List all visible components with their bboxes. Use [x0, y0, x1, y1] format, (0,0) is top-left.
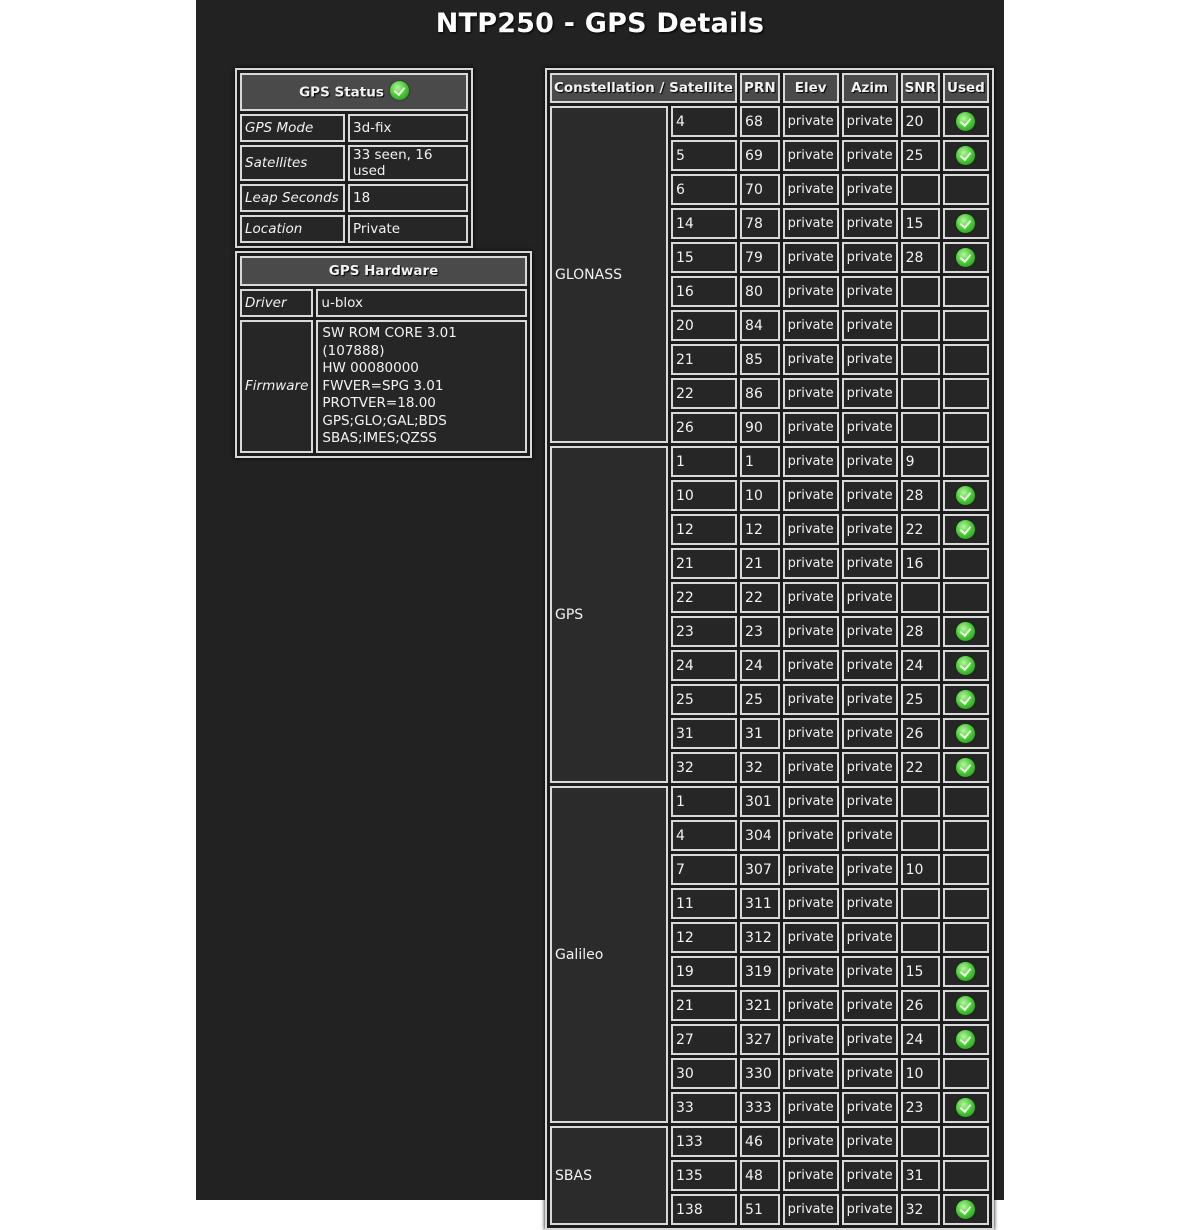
snr-cell: 10	[901, 1058, 940, 1089]
prn-cell: 312	[740, 922, 780, 953]
leap-seconds-value: 18	[348, 184, 468, 212]
used-cell	[943, 412, 989, 443]
snr-cell: 16	[901, 548, 940, 579]
column-header-elev: Elev	[783, 73, 839, 103]
azimuth-cell: private	[842, 378, 898, 409]
gps-hardware-header: GPS Hardware	[240, 256, 527, 286]
leap-seconds-row	[240, 184, 468, 212]
location-row	[240, 215, 468, 243]
satellite-id-cell: 12	[671, 922, 737, 953]
prn-cell: 25	[740, 684, 780, 715]
snr-cell	[901, 412, 940, 443]
snr-cell: 25	[901, 140, 940, 171]
green-check-icon	[956, 214, 975, 233]
used-cell	[943, 310, 989, 341]
prn-cell: 23	[740, 616, 780, 647]
location-value: Private	[348, 215, 468, 243]
green-check-icon	[956, 622, 975, 641]
prn-cell: 327	[740, 1024, 780, 1055]
used-cell	[943, 888, 989, 919]
used-cell	[943, 1160, 989, 1191]
azimuth-cell: private	[842, 514, 898, 545]
azimuth-cell: private	[842, 990, 898, 1021]
prn-cell: 84	[740, 310, 780, 341]
elevation-cell: private	[783, 106, 839, 137]
firmware-label: Firmware	[240, 320, 313, 453]
used-cell	[943, 718, 989, 749]
satellite-id-cell: 19	[671, 956, 737, 987]
elevation-cell: private	[783, 1160, 839, 1191]
azimuth-cell: private	[842, 820, 898, 851]
elevation-cell: private	[783, 990, 839, 1021]
satellite-id-cell: 21	[671, 344, 737, 375]
constellation-name: SBAS	[550, 1126, 668, 1225]
gps-mode-label: GPS Mode	[240, 114, 345, 142]
green-check-icon	[956, 690, 975, 709]
elevation-cell: private	[783, 1092, 839, 1123]
satellite-id-cell: 5	[671, 140, 737, 171]
snr-cell	[901, 888, 940, 919]
used-cell	[943, 174, 989, 205]
firmware-value	[316, 320, 527, 453]
used-cell	[943, 990, 989, 1021]
elevation-cell: private	[783, 786, 839, 817]
satellite-id-cell: 11	[671, 888, 737, 919]
prn-cell: 68	[740, 106, 780, 137]
azimuth-cell: private	[842, 412, 898, 443]
snr-cell	[901, 276, 940, 307]
azimuth-cell: private	[842, 1194, 898, 1225]
used-cell	[943, 548, 989, 579]
elevation-cell: private	[783, 140, 839, 171]
elevation-cell: private	[783, 412, 839, 443]
green-check-icon	[956, 112, 975, 131]
prn-cell: 319	[740, 956, 780, 987]
snr-cell: 24	[901, 650, 940, 681]
prn-cell: 78	[740, 208, 780, 239]
elevation-cell: private	[783, 310, 839, 341]
satellite-id-cell: 14	[671, 208, 737, 239]
satellite-table-body	[550, 106, 989, 1225]
prn-cell: 51	[740, 1194, 780, 1225]
azimuth-cell: private	[842, 310, 898, 341]
prn-cell: 32	[740, 752, 780, 783]
constellation-name: GLONASS	[550, 106, 668, 443]
azimuth-cell: private	[842, 548, 898, 579]
snr-cell: 24	[901, 1024, 940, 1055]
prn-cell: 307	[740, 854, 780, 885]
gps-hardware-table	[235, 251, 532, 458]
elevation-cell: private	[783, 956, 839, 987]
green-check-icon	[390, 81, 409, 100]
prn-cell: 48	[740, 1160, 780, 1191]
elevation-cell: private	[783, 174, 839, 205]
firmware-line: FWVER=SPG 3.01	[322, 377, 444, 394]
driver-value: u-blox	[316, 289, 527, 317]
satellite-id-cell: 7	[671, 854, 737, 885]
green-check-icon	[956, 724, 975, 743]
page-panel	[196, 0, 1004, 1218]
gps-status-header-row	[240, 73, 468, 111]
snr-cell: 20	[901, 106, 940, 137]
prn-cell: 10	[740, 480, 780, 511]
snr-cell: 22	[901, 514, 940, 545]
column-header-constellation: Constellation / Satellite	[550, 73, 737, 103]
used-cell	[943, 684, 989, 715]
satellite-id-cell: 12	[671, 514, 737, 545]
used-cell	[943, 922, 989, 953]
snr-cell: 23	[901, 1092, 940, 1123]
satellite-row	[550, 786, 989, 817]
used-cell	[943, 242, 989, 273]
satellite-id-cell: 31	[671, 718, 737, 749]
elevation-cell: private	[783, 752, 839, 783]
satellite-id-cell: 22	[671, 582, 737, 613]
azimuth-cell: private	[842, 582, 898, 613]
prn-cell: 22	[740, 582, 780, 613]
used-cell	[943, 378, 989, 409]
elevation-cell: private	[783, 684, 839, 715]
snr-cell: 32	[901, 1194, 940, 1225]
azimuth-cell: private	[842, 174, 898, 205]
elevation-cell: private	[783, 344, 839, 375]
elevation-cell: private	[783, 514, 839, 545]
elevation-cell: private	[783, 208, 839, 239]
satellite-id-cell: 135	[671, 1160, 737, 1191]
azimuth-cell: private	[842, 616, 898, 647]
green-check-icon	[956, 656, 975, 675]
column-header-used: Used	[943, 73, 989, 103]
satellite-id-cell: 20	[671, 310, 737, 341]
prn-cell: 80	[740, 276, 780, 307]
gps-status-title: GPS Status	[299, 84, 384, 100]
azimuth-cell: private	[842, 208, 898, 239]
satellite-id-cell: 133	[671, 1126, 737, 1157]
used-cell	[943, 106, 989, 137]
elevation-cell: private	[783, 888, 839, 919]
satellite-id-cell: 23	[671, 616, 737, 647]
azimuth-cell: private	[842, 854, 898, 885]
prn-cell: 85	[740, 344, 780, 375]
elevation-cell: private	[783, 480, 839, 511]
used-cell	[943, 650, 989, 681]
page-title: NTP250 - GPS Details	[435, 8, 765, 39]
used-cell	[943, 820, 989, 851]
satellite-id-cell: 15	[671, 242, 737, 273]
elevation-cell: private	[783, 276, 839, 307]
azimuth-cell: private	[842, 446, 898, 477]
satellite-id-cell: 16	[671, 276, 737, 307]
driver-row	[240, 289, 527, 317]
prn-cell: 24	[740, 650, 780, 681]
azimuth-cell: private	[842, 956, 898, 987]
azimuth-cell: private	[842, 242, 898, 273]
elevation-cell: private	[783, 922, 839, 953]
satellite-id-cell: 1	[671, 446, 737, 477]
prn-cell: 79	[740, 242, 780, 273]
azimuth-cell: private	[842, 344, 898, 375]
azimuth-cell: private	[842, 1160, 898, 1191]
snr-cell: 10	[901, 854, 940, 885]
satellite-id-cell: 24	[671, 650, 737, 681]
prn-cell: 330	[740, 1058, 780, 1089]
constellation-name: GPS	[550, 446, 668, 783]
used-cell	[943, 854, 989, 885]
prn-cell: 31	[740, 718, 780, 749]
prn-cell: 86	[740, 378, 780, 409]
used-cell	[943, 344, 989, 375]
elevation-cell: private	[783, 378, 839, 409]
used-cell	[943, 1024, 989, 1055]
satellite-id-cell: 21	[671, 548, 737, 579]
satellite-id-cell: 27	[671, 1024, 737, 1055]
elevation-cell: private	[783, 582, 839, 613]
satellite-id-cell: 25	[671, 684, 737, 715]
prn-cell: 311	[740, 888, 780, 919]
firmware-line: SBAS;IMES;QZSS	[322, 430, 437, 446]
elevation-cell: private	[783, 718, 839, 749]
satellite-id-cell: 30	[671, 1058, 737, 1089]
satellite-id-cell: 21	[671, 990, 737, 1021]
green-check-icon	[956, 1200, 975, 1219]
elevation-cell: private	[783, 650, 839, 681]
snr-cell: 15	[901, 208, 940, 239]
green-check-icon	[956, 1098, 975, 1117]
snr-cell: 26	[901, 718, 940, 749]
azimuth-cell: private	[842, 650, 898, 681]
satellites-label: Satellites	[240, 145, 345, 181]
green-check-icon	[956, 758, 975, 777]
driver-label: Driver	[240, 289, 313, 317]
used-cell	[943, 514, 989, 545]
snr-cell	[901, 582, 940, 613]
prn-cell: 12	[740, 514, 780, 545]
firmware-line: PROTVER=18.00	[322, 395, 436, 411]
elevation-cell: private	[783, 242, 839, 273]
gps-mode-value: 3d-fix	[348, 114, 468, 142]
firmware-row	[240, 320, 527, 453]
prn-cell: 46	[740, 1126, 780, 1157]
azimuth-cell: private	[842, 786, 898, 817]
snr-cell	[901, 820, 940, 851]
used-cell	[943, 446, 989, 477]
satellite-id-cell: 4	[671, 820, 737, 851]
green-check-icon	[956, 486, 975, 505]
leap-seconds-label: Leap Seconds	[240, 184, 345, 212]
prn-cell: 69	[740, 140, 780, 171]
used-cell	[943, 582, 989, 613]
firmware-line: GPS;GLO;GAL;BDS	[322, 412, 447, 429]
constellation-name: Galileo	[550, 786, 668, 1123]
gps-status-header	[240, 73, 468, 111]
snr-cell: 15	[901, 956, 940, 987]
azimuth-cell: private	[842, 480, 898, 511]
azimuth-cell: private	[842, 888, 898, 919]
azimuth-cell: private	[842, 752, 898, 783]
satellite-id-cell: 1	[671, 786, 737, 817]
snr-cell: 9	[901, 446, 940, 477]
snr-cell	[901, 310, 940, 341]
satellite-id-cell: 26	[671, 412, 737, 443]
prn-cell: 90	[740, 412, 780, 443]
elevation-cell: private	[783, 820, 839, 851]
prn-cell: 21	[740, 548, 780, 579]
snr-cell	[901, 786, 940, 817]
used-cell	[943, 956, 989, 987]
snr-cell	[901, 922, 940, 953]
used-cell	[943, 616, 989, 647]
green-check-icon	[956, 520, 975, 539]
azimuth-cell: private	[842, 1092, 898, 1123]
satellite-id-cell: 22	[671, 378, 737, 409]
satellite-table-header-row	[550, 73, 989, 103]
green-check-icon	[956, 1030, 975, 1049]
prn-cell: 304	[740, 820, 780, 851]
prn-cell: 70	[740, 174, 780, 205]
satellite-id-cell: 33	[671, 1092, 737, 1123]
green-check-icon	[956, 248, 975, 267]
satellites-row	[240, 145, 468, 181]
used-cell	[943, 1194, 989, 1225]
satellite-id-cell: 6	[671, 174, 737, 205]
snr-cell: 31	[901, 1160, 940, 1191]
used-cell	[943, 752, 989, 783]
prn-cell: 301	[740, 786, 780, 817]
azimuth-cell: private	[842, 718, 898, 749]
used-cell	[943, 1058, 989, 1089]
elevation-cell: private	[783, 446, 839, 477]
elevation-cell: private	[783, 548, 839, 579]
gps-mode-row	[240, 114, 468, 142]
used-cell	[943, 480, 989, 511]
azimuth-cell: private	[842, 140, 898, 171]
satellites-value: 33 seen, 16 used	[348, 145, 468, 181]
snr-cell	[901, 344, 940, 375]
snr-cell: 25	[901, 684, 940, 715]
snr-cell: 26	[901, 990, 940, 1021]
azimuth-cell: private	[842, 106, 898, 137]
column-header-prn: PRN	[740, 73, 780, 103]
gps-status-table	[235, 68, 473, 248]
azimuth-cell: private	[842, 1058, 898, 1089]
snr-cell: 28	[901, 616, 940, 647]
column-header-snr: SNR	[901, 73, 940, 103]
satellite-id-cell: 4	[671, 106, 737, 137]
azimuth-cell: private	[842, 1126, 898, 1157]
prn-cell: 1	[740, 446, 780, 477]
satellite-id-cell: 32	[671, 752, 737, 783]
satellite-id-cell: 138	[671, 1194, 737, 1225]
snr-cell	[901, 378, 940, 409]
used-cell	[943, 1126, 989, 1157]
snr-cell: 28	[901, 242, 940, 273]
green-check-icon	[956, 962, 975, 981]
used-cell	[943, 208, 989, 239]
used-cell	[943, 140, 989, 171]
elevation-cell: private	[783, 1024, 839, 1055]
elevation-cell: private	[783, 1058, 839, 1089]
satellite-row	[550, 446, 989, 477]
gps-hardware-header-row	[240, 256, 527, 286]
snr-cell	[901, 1126, 940, 1157]
azimuth-cell: private	[842, 922, 898, 953]
azimuth-cell: private	[842, 276, 898, 307]
firmware-line: SW ROM CORE 3.01 (107888)	[322, 325, 457, 359]
snr-cell: 28	[901, 480, 940, 511]
azimuth-cell: private	[842, 1024, 898, 1055]
satellite-table	[545, 68, 994, 1230]
elevation-cell: private	[783, 1194, 839, 1225]
elevation-cell: private	[783, 854, 839, 885]
used-cell	[943, 786, 989, 817]
location-label: Location	[240, 215, 345, 243]
snr-cell: 22	[901, 752, 940, 783]
satellite-row	[550, 106, 989, 137]
satellite-row	[550, 1126, 989, 1157]
green-check-icon	[956, 996, 975, 1015]
green-check-icon	[956, 146, 975, 165]
elevation-cell: private	[783, 1126, 839, 1157]
prn-cell: 333	[740, 1092, 780, 1123]
used-cell	[943, 1092, 989, 1123]
elevation-cell: private	[783, 616, 839, 647]
azimuth-cell: private	[842, 684, 898, 715]
column-header-azim: Azim	[842, 73, 898, 103]
used-cell	[943, 276, 989, 307]
prn-cell: 321	[740, 990, 780, 1021]
satellite-id-cell: 10	[671, 480, 737, 511]
firmware-line: HW 00080000	[322, 360, 419, 376]
snr-cell	[901, 174, 940, 205]
